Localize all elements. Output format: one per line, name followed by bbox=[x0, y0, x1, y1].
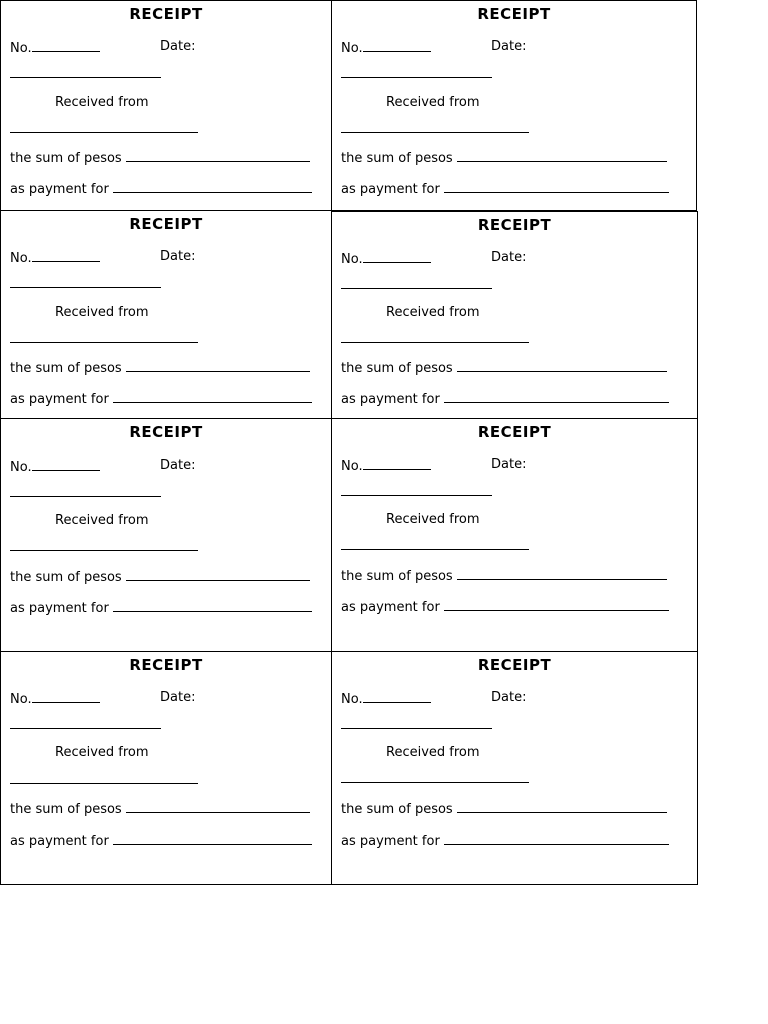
payment-label: as payment for bbox=[10, 392, 109, 407]
sum-label: the sum of pesos bbox=[341, 802, 453, 817]
date-blank bbox=[10, 77, 161, 78]
sum-field bbox=[341, 149, 667, 167]
date-label: Date: bbox=[160, 39, 196, 54]
sum-blank bbox=[457, 149, 667, 162]
receipt-card bbox=[331, 0, 697, 211]
received-from-label: Received from bbox=[55, 745, 149, 760]
no-blank bbox=[32, 249, 100, 262]
no-label: No. bbox=[10, 692, 32, 707]
sum-field bbox=[10, 359, 310, 377]
date-blank bbox=[10, 728, 161, 729]
sum-blank bbox=[457, 800, 667, 813]
date-blank bbox=[10, 496, 161, 497]
date-label: Date: bbox=[491, 690, 527, 705]
date-label: Date: bbox=[491, 39, 527, 54]
no-blank bbox=[363, 690, 431, 703]
no-label: No. bbox=[341, 252, 363, 267]
payment-blank bbox=[444, 390, 669, 403]
receipt-card bbox=[0, 418, 332, 652]
payment-label: as payment for bbox=[341, 182, 440, 197]
date-label: Date: bbox=[491, 250, 527, 265]
sum-blank bbox=[457, 567, 667, 580]
receipt-no-field bbox=[341, 457, 431, 475]
date-blank bbox=[341, 728, 492, 729]
received-from-label: Received from bbox=[386, 512, 480, 527]
received-from-label: Received from bbox=[386, 95, 480, 110]
payment-field bbox=[10, 180, 312, 198]
payment-blank bbox=[113, 832, 312, 845]
received-from-blank bbox=[341, 342, 529, 343]
no-blank bbox=[32, 39, 100, 52]
date-blank bbox=[341, 495, 492, 496]
receipt-title: RECEIPT bbox=[129, 5, 203, 23]
receipt-card bbox=[331, 211, 698, 419]
date-label: Date: bbox=[160, 690, 196, 705]
no-blank bbox=[363, 250, 431, 263]
sum-blank bbox=[126, 359, 310, 372]
received-from-blank bbox=[341, 132, 529, 133]
date-blank bbox=[10, 287, 161, 288]
no-label: No. bbox=[10, 460, 32, 475]
received-from-blank bbox=[10, 550, 198, 551]
payment-field bbox=[341, 180, 669, 198]
payment-blank bbox=[113, 599, 312, 612]
date-label: Date: bbox=[160, 249, 196, 264]
no-label: No. bbox=[341, 459, 363, 474]
date-blank bbox=[341, 77, 492, 78]
payment-field bbox=[341, 390, 669, 408]
payment-blank bbox=[444, 832, 669, 845]
payment-blank bbox=[113, 180, 312, 193]
receipt-no-field bbox=[341, 690, 431, 708]
no-blank bbox=[363, 457, 431, 470]
no-blank bbox=[32, 458, 100, 471]
payment-field bbox=[341, 598, 669, 616]
no-blank bbox=[32, 690, 100, 703]
sum-blank bbox=[457, 359, 667, 372]
received-from-blank bbox=[10, 783, 198, 784]
receipt-no-field bbox=[10, 249, 100, 267]
sum-label: the sum of pesos bbox=[341, 569, 453, 584]
sum-label: the sum of pesos bbox=[341, 151, 453, 166]
sum-label: the sum of pesos bbox=[10, 802, 122, 817]
sum-field bbox=[10, 149, 310, 167]
payment-label: as payment for bbox=[341, 834, 440, 849]
payment-field bbox=[341, 832, 669, 850]
payment-blank bbox=[113, 390, 312, 403]
received-from-label: Received from bbox=[55, 513, 149, 528]
sum-blank bbox=[126, 568, 310, 581]
receipt-no-field bbox=[10, 39, 100, 57]
sum-field bbox=[10, 800, 310, 818]
payment-field bbox=[10, 832, 312, 850]
sum-field bbox=[341, 359, 667, 377]
payment-label: as payment for bbox=[10, 834, 109, 849]
received-from-blank bbox=[341, 549, 529, 550]
received-from-blank bbox=[341, 782, 529, 783]
sum-blank bbox=[126, 800, 310, 813]
no-label: No. bbox=[10, 251, 32, 266]
receipt-card bbox=[331, 418, 698, 652]
payment-blank bbox=[444, 598, 669, 611]
receipt-title: RECEIPT bbox=[477, 216, 552, 234]
receipt-title: RECEIPT bbox=[477, 656, 552, 674]
sum-label: the sum of pesos bbox=[10, 361, 122, 376]
payment-field bbox=[10, 599, 312, 617]
received-from-label: Received from bbox=[55, 305, 149, 320]
receipt-card bbox=[331, 651, 698, 885]
sum-field bbox=[10, 568, 310, 586]
no-blank bbox=[363, 39, 431, 52]
received-from-label: Received from bbox=[55, 95, 149, 110]
received-from-label: Received from bbox=[386, 745, 480, 760]
payment-label: as payment for bbox=[341, 392, 440, 407]
receipt-title: RECEIPT bbox=[477, 5, 551, 23]
date-blank bbox=[341, 288, 492, 289]
no-label: No. bbox=[10, 41, 32, 56]
payment-label: as payment for bbox=[10, 601, 109, 616]
receipt-title: RECEIPT bbox=[129, 423, 203, 441]
sum-label: the sum of pesos bbox=[10, 151, 122, 166]
receipt-card bbox=[0, 651, 332, 885]
received-from-blank bbox=[10, 132, 198, 133]
receipt-no-field bbox=[10, 690, 100, 708]
receipt-card bbox=[0, 210, 332, 419]
receipt-card bbox=[0, 0, 332, 211]
sum-label: the sum of pesos bbox=[341, 361, 453, 376]
receipt-title: RECEIPT bbox=[477, 423, 552, 441]
payment-field bbox=[10, 390, 312, 408]
payment-blank bbox=[444, 180, 669, 193]
receipt-title: RECEIPT bbox=[129, 656, 203, 674]
sum-field bbox=[341, 800, 667, 818]
sum-label: the sum of pesos bbox=[10, 570, 122, 585]
payment-label: as payment for bbox=[341, 600, 440, 615]
receipt-no-field bbox=[341, 39, 431, 57]
no-label: No. bbox=[341, 41, 363, 56]
receipt-title: RECEIPT bbox=[129, 215, 203, 233]
receipt-no-field bbox=[341, 250, 431, 268]
date-label: Date: bbox=[491, 457, 527, 472]
received-from-blank bbox=[10, 342, 198, 343]
no-label: No. bbox=[341, 692, 363, 707]
sum-field bbox=[341, 567, 667, 585]
payment-label: as payment for bbox=[10, 182, 109, 197]
date-label: Date: bbox=[160, 458, 196, 473]
receipt-no-field bbox=[10, 458, 100, 476]
received-from-label: Received from bbox=[386, 305, 480, 320]
sum-blank bbox=[126, 149, 310, 162]
